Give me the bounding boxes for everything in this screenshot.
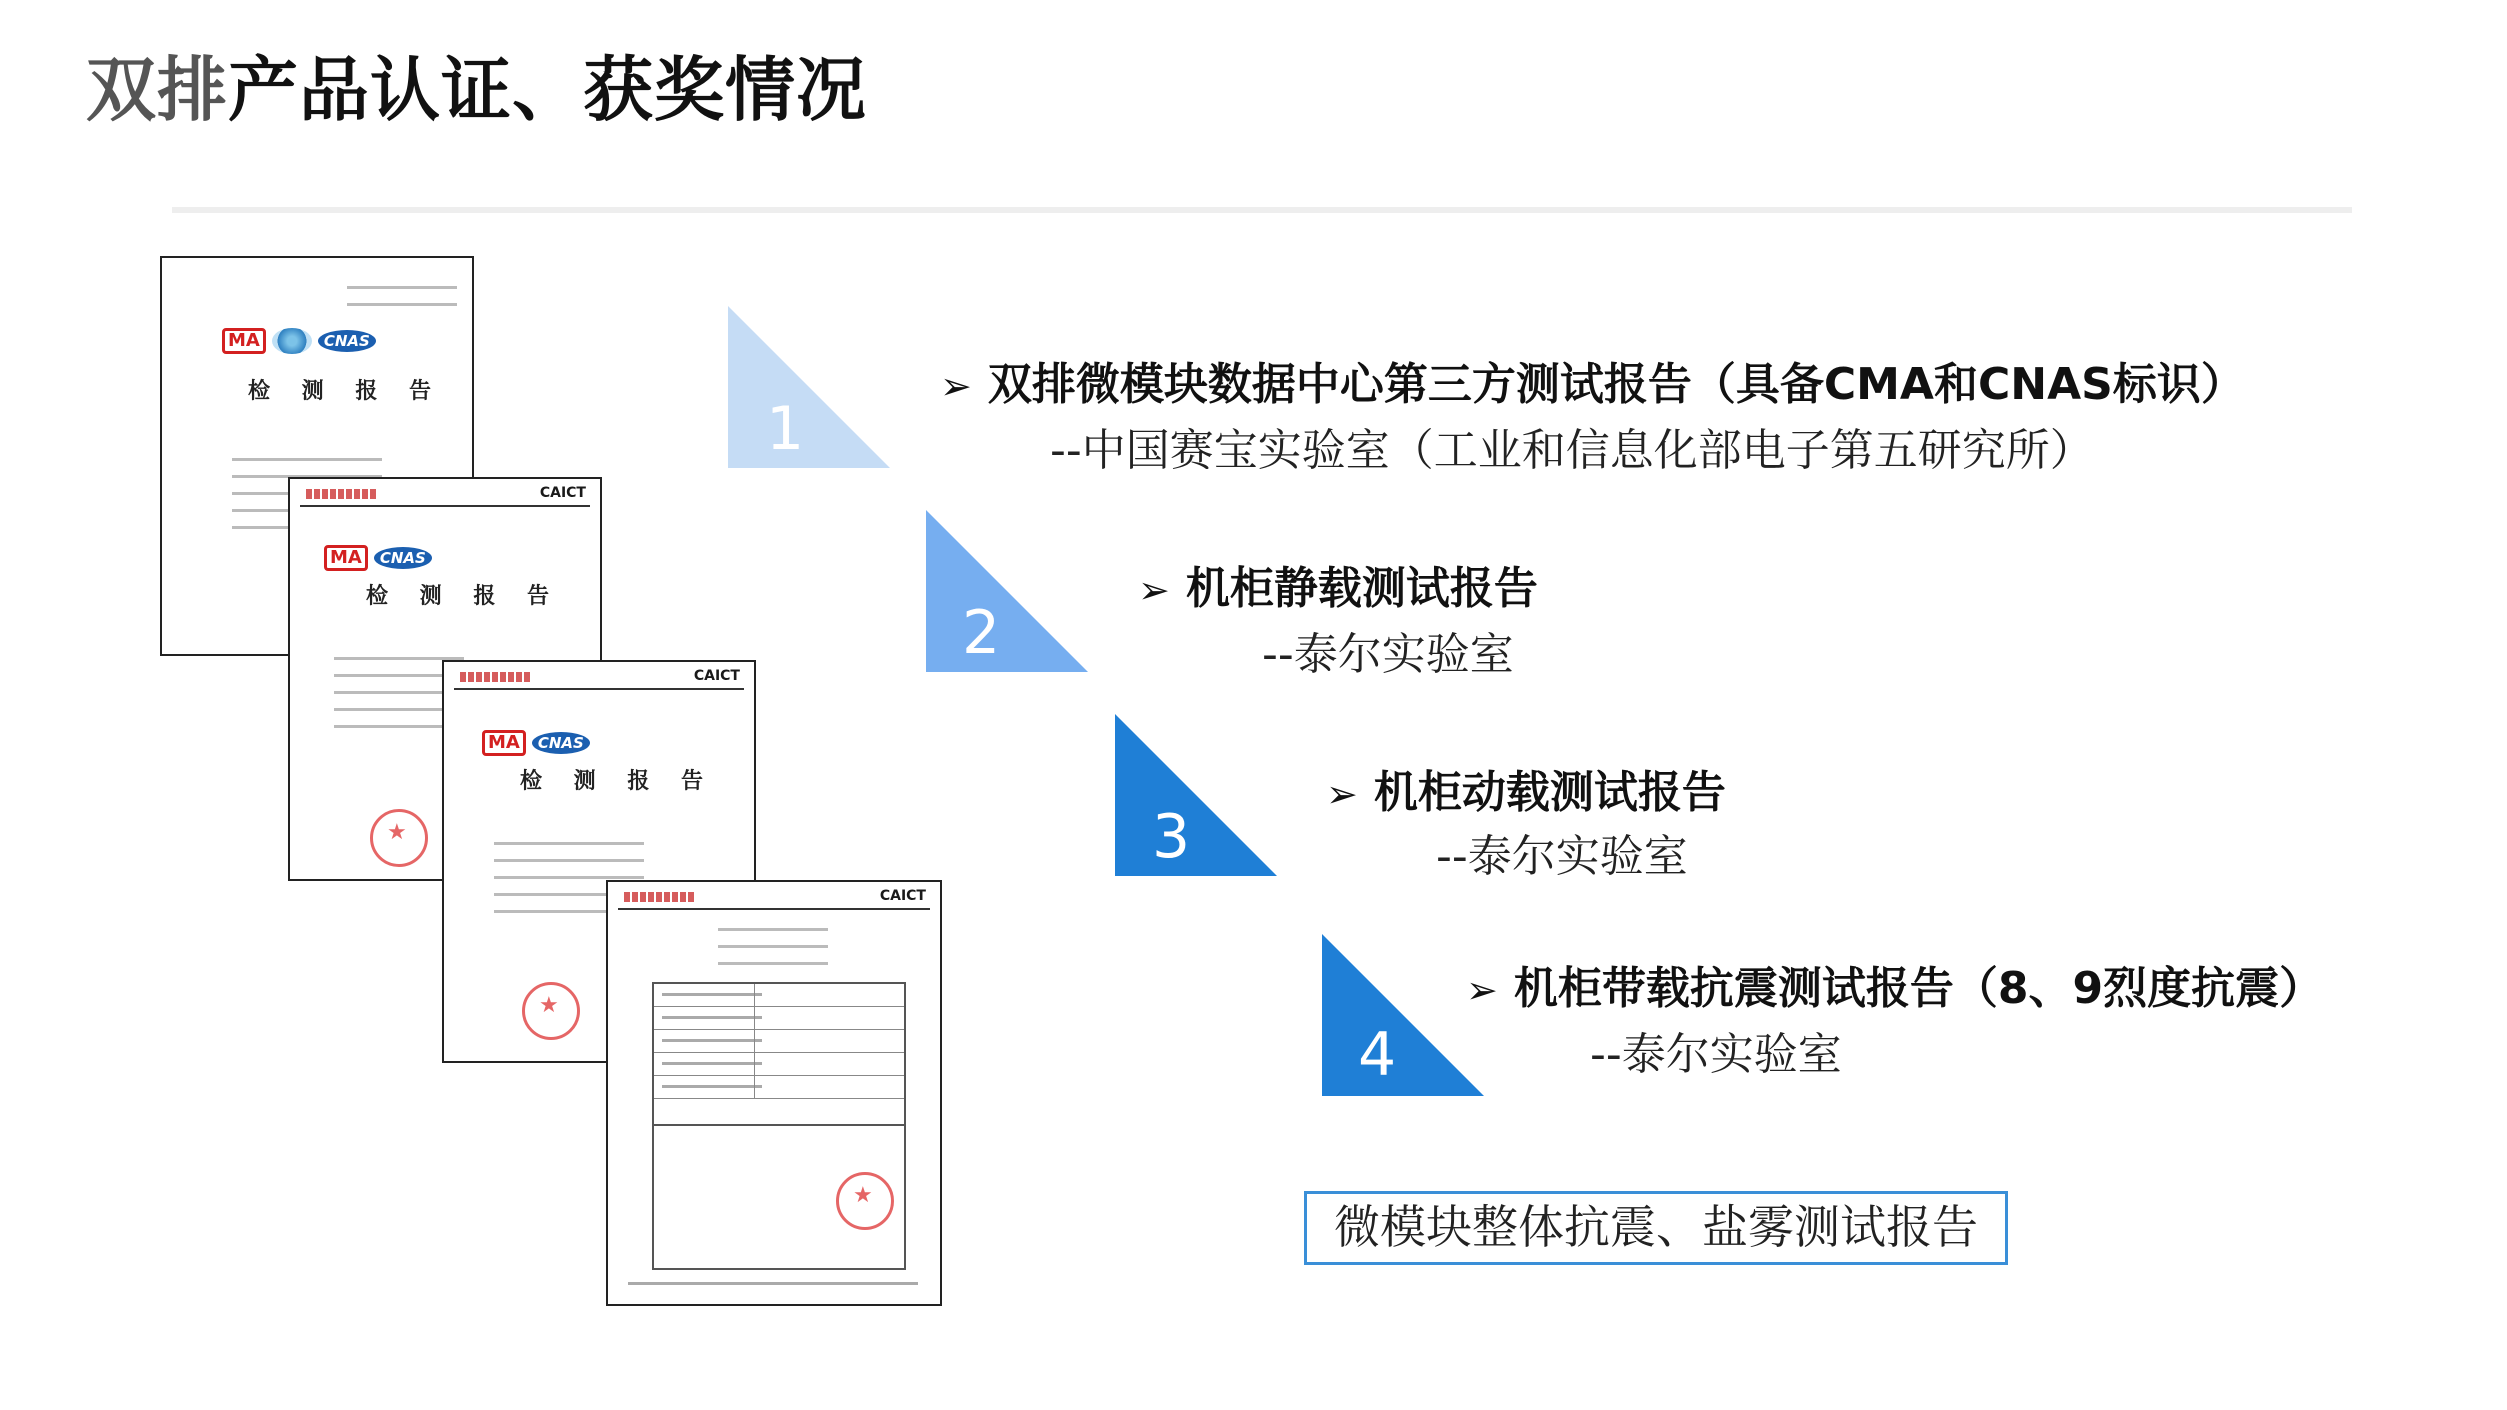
- title-part-1: 双排: [86, 49, 228, 131]
- cnas-logo: CNAS: [318, 330, 376, 352]
- report-title: 检 测 报 告: [248, 379, 443, 404]
- arrow-bullet-icon: ➢: [1138, 568, 1170, 612]
- cma-logo: MA: [324, 545, 368, 571]
- item-subtitle-1: --中国赛宝实验室（工业和信息化部电子第五研究所）: [1050, 425, 2094, 476]
- item-number-4: 4: [1358, 1020, 1397, 1090]
- cma-logo: MA: [222, 328, 266, 354]
- cert-logos: [324, 545, 432, 571]
- title-part-2: 产品认证、获奖情况: [228, 49, 867, 131]
- report-title: 检 测 报 告: [366, 584, 561, 609]
- cnas-logo: CNAS: [374, 547, 432, 569]
- header-lines: [347, 286, 457, 320]
- item-subtitle-4: --泰尔实验室: [1590, 1029, 1842, 1080]
- cma-logo: MA: [482, 730, 526, 756]
- number-triangle-4: [1322, 934, 1484, 1096]
- report-title: 检 测 报 告: [520, 769, 715, 794]
- arrow-bullet-icon: ➢: [940, 364, 972, 408]
- report-document-4: [606, 880, 942, 1306]
- boxed-note: 微模块整体抗震、盐雾测试报告: [1304, 1191, 2008, 1265]
- report-table: [652, 982, 906, 1126]
- doc-header-bar: CAICT: [618, 890, 930, 910]
- ilac-globe-logo: [272, 328, 312, 354]
- arrow-bullet-icon: ➢: [1326, 772, 1358, 816]
- title-divider: [172, 207, 2352, 213]
- heading-lines: [718, 928, 828, 979]
- item-title-2: ➢ 机柜静载测试报告: [1138, 563, 1538, 614]
- arrow-bullet-icon: ➢: [1466, 968, 1498, 1012]
- number-triangle-1: [728, 306, 890, 468]
- number-triangle-3: [1115, 714, 1277, 876]
- signature-line: [628, 1282, 918, 1285]
- red-seal: [522, 982, 580, 1040]
- item-number-3: 3: [1152, 802, 1191, 872]
- item-title-4: ➢ 机柜带载抗震测试报告（8、9烈度抗震）: [1466, 963, 2324, 1014]
- item-title-1: ➢ 双排微模块数据中心第三方测试报告（具备CMA和CNAS标识）: [940, 359, 2245, 410]
- doc-header-bar: CAICT: [454, 670, 744, 690]
- item-subtitle-3: --泰尔实验室: [1436, 831, 1688, 882]
- doc-header-bar: CAICT: [300, 487, 590, 507]
- item-subtitle-2: --泰尔实验室: [1262, 629, 1514, 680]
- item-title-3: ➢ 机柜动载测试报告: [1326, 767, 1726, 818]
- page-title: [86, 34, 867, 135]
- cert-logos: [222, 328, 376, 354]
- cnas-logo: CNAS: [532, 732, 590, 754]
- item-number-2: 2: [962, 598, 1001, 668]
- cert-logos: [482, 730, 590, 756]
- red-seal: [836, 1172, 894, 1230]
- item-number-1: 1: [766, 394, 805, 464]
- red-seal: [370, 809, 428, 867]
- number-triangle-2: [926, 510, 1088, 672]
